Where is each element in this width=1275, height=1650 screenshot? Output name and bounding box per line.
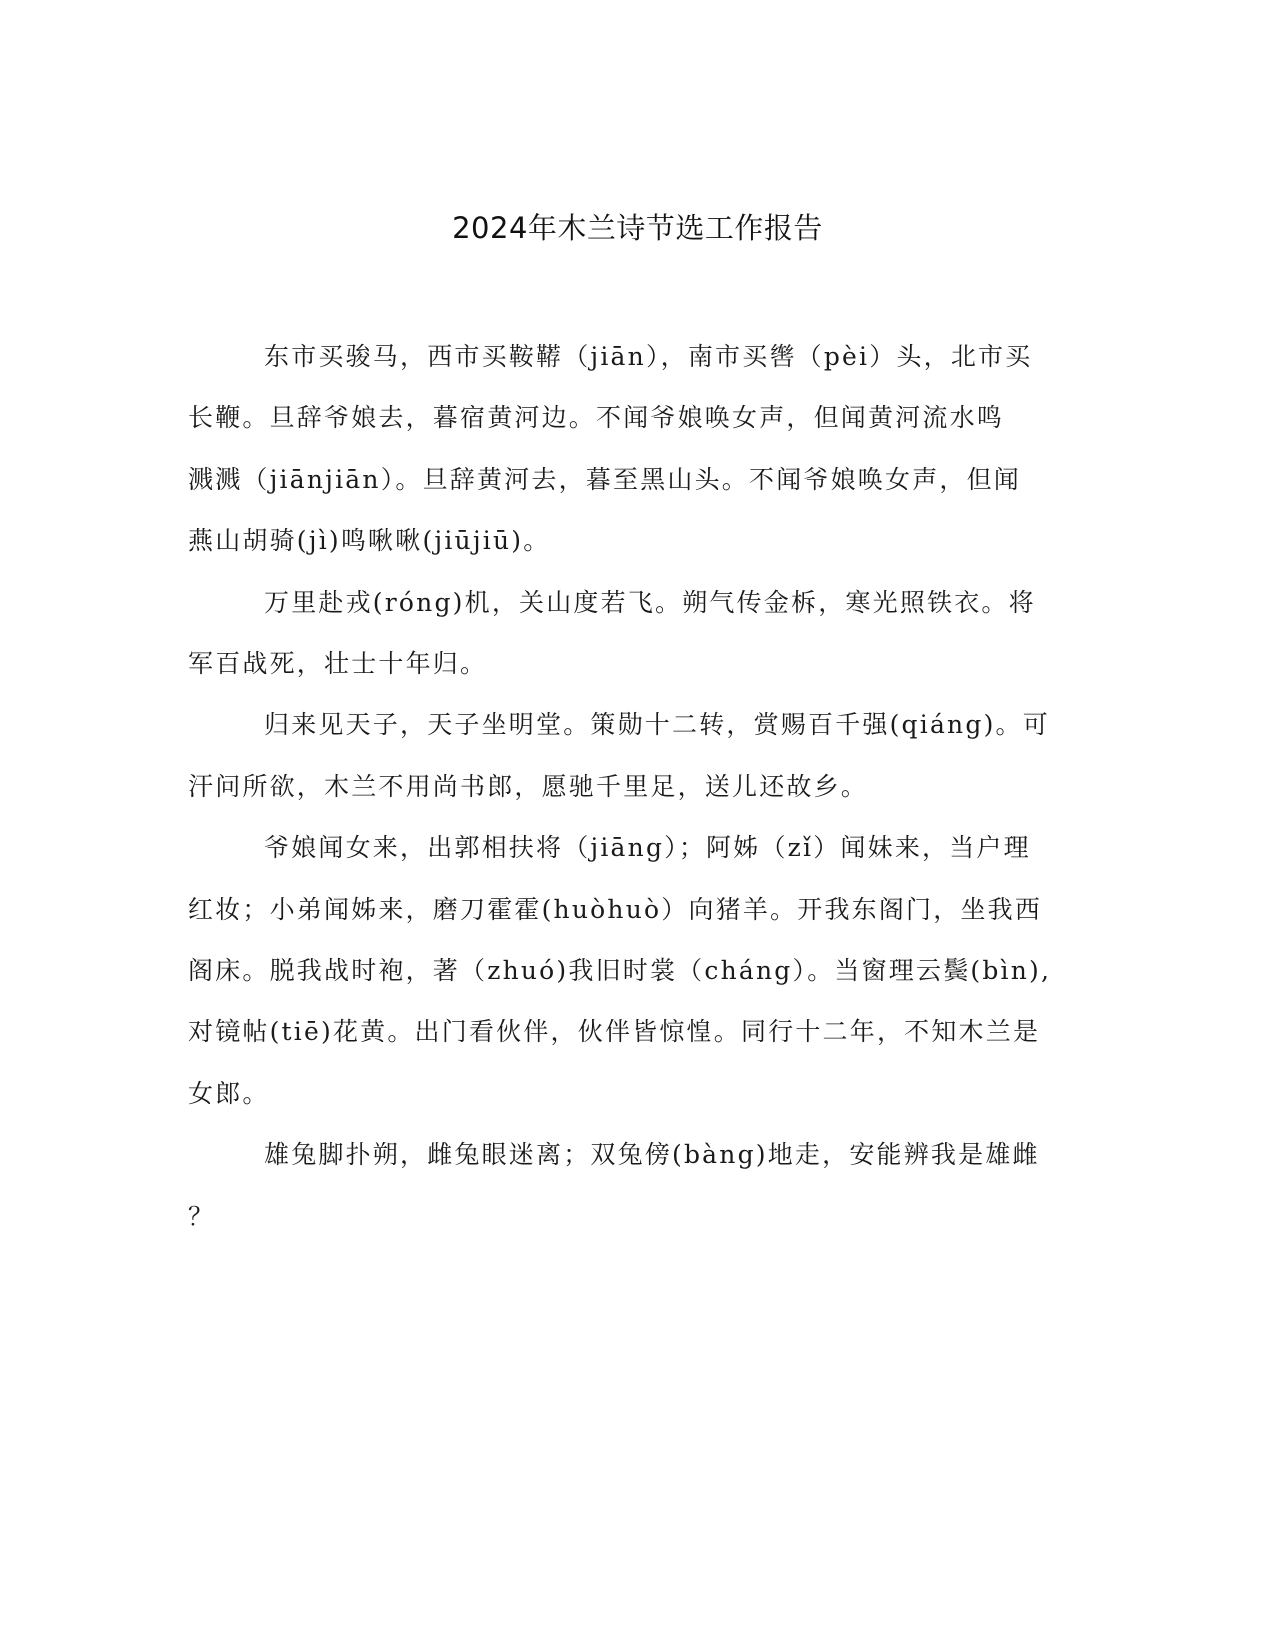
paragraph-line: 女郎。 [188,1078,270,1108]
paragraph-2 [188,572,1078,695]
paragraph-line: 长鞭。旦辞爷娘去，暮宿黄河边。不闻爷娘唤女声，但闻黄河流水鸣 [188,403,1005,433]
paragraph-line: ？ [188,1201,216,1231]
paragraph-line: 东市买骏马，西市买鞍鞯（jiān），南市买辔（pèi）头，北市买 [264,342,1033,371]
paragraph-line: 阁床。脱我战时袍，著（zhuó)我旧时裳（cháng）。当窗理云鬓(bìn), [188,956,1052,986]
paragraph-line: 军百战死，壮士十年归。 [188,649,488,679]
paragraph-line: 万里赴戎(róng)机，关山度若飞。朔气传金柝，寒光照铁衣。将 [264,587,1036,617]
document-title: 2024年木兰诗节选工作报告 [452,211,823,245]
paragraph-line: 燕山胡骑(jì)鸣啾啾(jiūjiū)。 [188,526,551,556]
paragraph-line: 对镜帖(tiē)花黄。出门看伙伴，伙伴皆惊惶。同行十二年，不知木兰是 [188,1017,1041,1047]
paragraph-1 [188,326,1078,572]
paragraph-4 [188,817,1078,1124]
paragraph-line: 雄兔脚扑朔，雌兔眼迷离；双兔傍(bàng)地走，安能辨我是雄雌 [264,1140,1040,1170]
document-body [188,326,1078,1247]
paragraph-line: 红妆；小弟闻姊来，磨刀霍霍(huòhuò）向猪羊。开我东阁门，坐我西 [188,894,1043,924]
paragraph-3 [188,694,1078,817]
paragraph-line: 汗问所欲，木兰不用尚书郎，愿驰千里足，送儿还故乡。 [188,771,869,801]
paragraph-5 [188,1124,1078,1247]
paragraph-line: 溅溅（jiānjiān）。旦辞黄河去，暮至黑山头。不闻爷娘唤女声，但闻 [188,464,1022,494]
paragraph-line: 归来见天子，天子坐明堂。策勋十二转，赏赐百千强(qiáng)。可 [264,710,1050,740]
paragraph-line: 爷娘闻女来，出郭相扶将（jiāng）；阿姊（zǐ）闻妹来，当户理 [264,833,1031,863]
